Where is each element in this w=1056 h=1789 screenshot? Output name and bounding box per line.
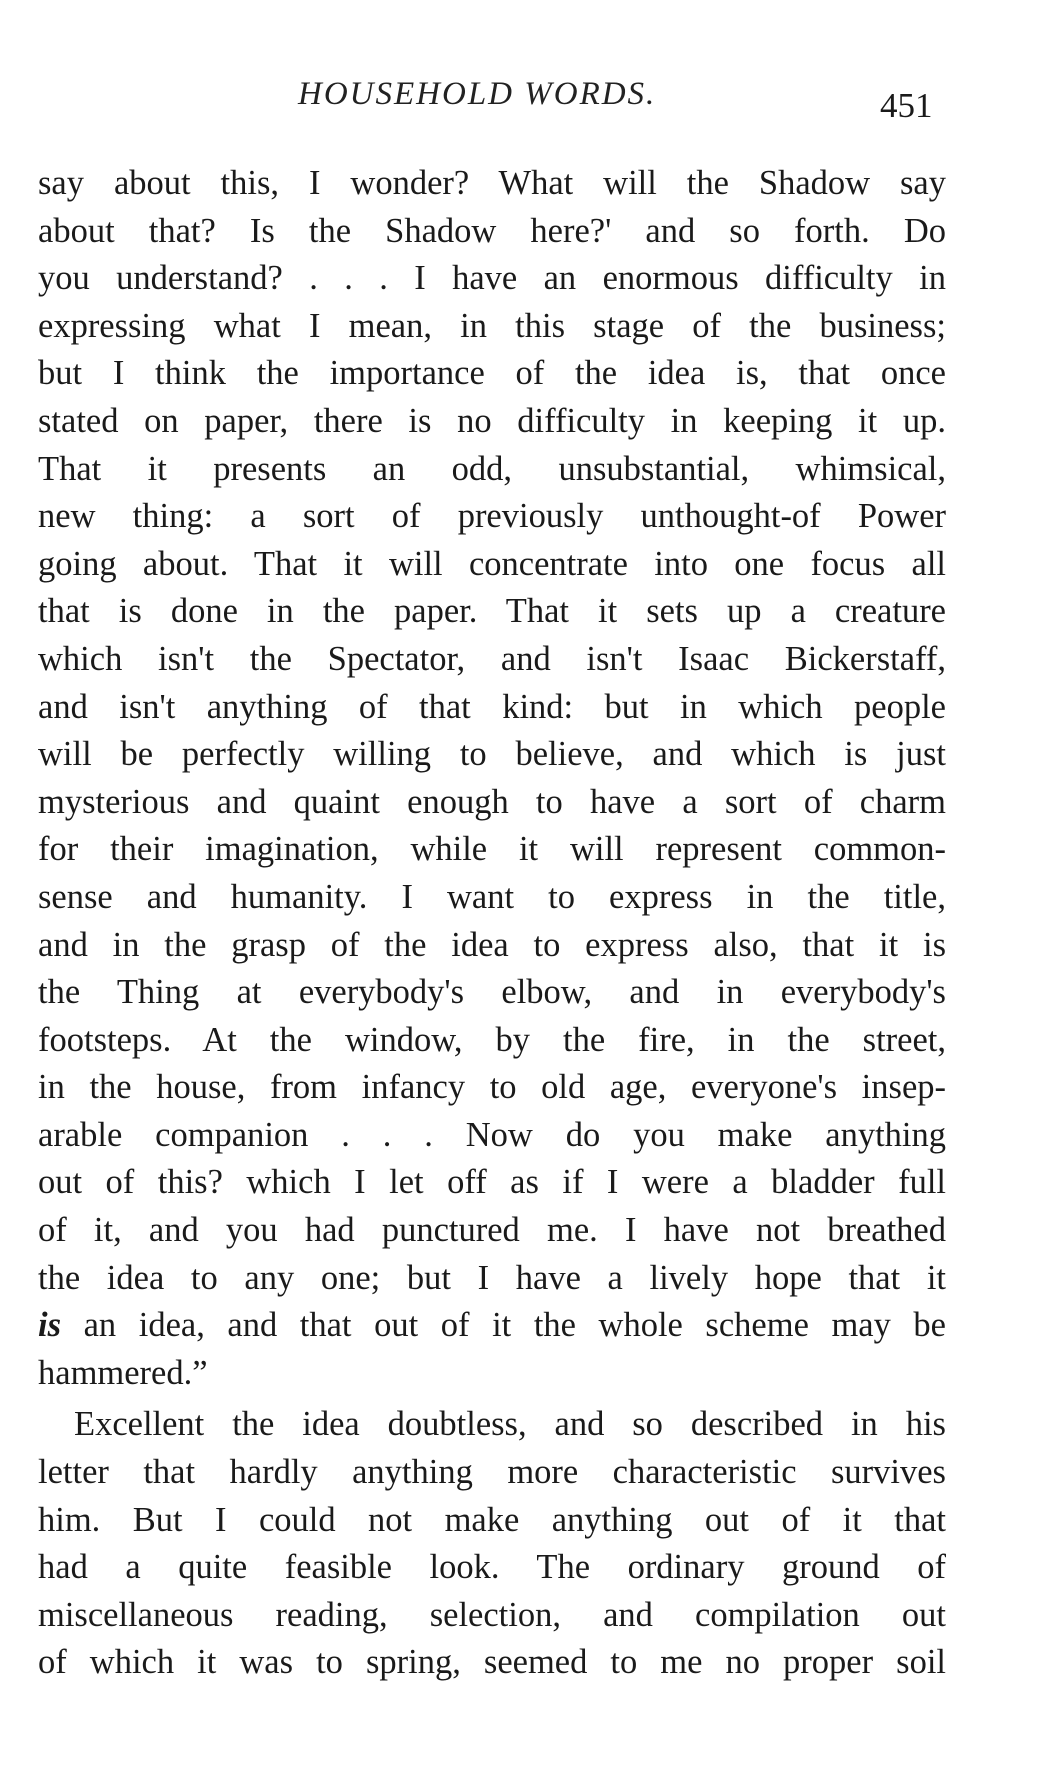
text-line: you understand? . . . I have an enormous difficulty in: [38, 259, 946, 298]
text-line: that is done in the paper. That it sets up a creature: [38, 592, 946, 631]
text-line: Excellent the idea doubtless, and so described in his: [74, 1405, 946, 1444]
running-title: HOUSEHOLD WORDS.: [298, 76, 657, 112]
text-line-with-emphasis: [38, 1302, 946, 1350]
text-line: for their imagination, while it will represent common-: [38, 830, 946, 869]
text-line: say about this, I wonder? What will the Shadow say: [38, 164, 946, 202]
emphasized-word: is: [38, 1306, 62, 1345]
text-line: footsteps. At the window, by the fire, in the street,: [38, 1020, 946, 1059]
text-line: him. But I could not make anything out of it that: [38, 1500, 946, 1539]
text-line: new thing: a sort of previously unthought-of Power: [38, 497, 946, 536]
text-line: sense and humanity. I want to express in the title,: [38, 877, 946, 916]
text-line: hammered.”: [38, 1353, 208, 1392]
text-line: the Thing at everybody's elbow, and in everybody's: [38, 973, 946, 1012]
text-line: of it, and you had punctured me. I have not breathed: [38, 1211, 946, 1250]
text-line: going about. That it will concentrate into one focus all: [38, 544, 946, 583]
text-segment: an idea, and that out of it the whole scheme may be: [61, 1306, 946, 1345]
text-line: arable companion . . . Now do you make anything: [38, 1115, 946, 1154]
text-line: and in the grasp of the idea to express also, that it is: [38, 925, 946, 964]
page-number: 451: [880, 86, 933, 125]
text-line: had a quite feasible look. The ordinary ground of: [38, 1548, 946, 1587]
text-line: out of this? which I let off as if I were a bladder full: [38, 1163, 946, 1202]
text-line: about that? Is the Shadow here?' and so forth. Do: [38, 211, 946, 250]
text-line: and isn't anything of that kind: but in which people: [38, 687, 946, 726]
text-line: in the house, from infancy to old age, everyone's insep-: [38, 1068, 946, 1107]
text-line: but I think the importance of the idea is, that once: [38, 354, 946, 393]
body-text: [38, 160, 946, 1687]
text-line: of which it was to spring, seemed to me no proper soil: [38, 1643, 946, 1682]
text-line: which isn't the Spectator, and isn't Isaac Bickerstaff,: [38, 639, 946, 678]
text-line: the idea to any one; but I have a lively hope that it: [38, 1258, 946, 1297]
paragraph-2: [38, 1401, 946, 1687]
text-line: expressing what I mean, in this stage of the business;: [38, 306, 946, 345]
text-line: mysterious and quaint enough to have a sort of charm: [38, 782, 946, 821]
text-line: will be perfectly willing to believe, and which is just: [38, 735, 946, 774]
text-line: letter that hardly anything more characteristic survives: [38, 1453, 946, 1492]
text-line: miscellaneous reading, selection, and compilation out: [38, 1595, 946, 1634]
text-line: That it presents an odd, unsubstantial, whimsical,: [38, 449, 946, 488]
paragraph-1: [38, 160, 946, 1397]
text-line: stated on paper, there is no difficulty in keeping it up.: [38, 401, 946, 440]
running-head: [0, 76, 1056, 126]
